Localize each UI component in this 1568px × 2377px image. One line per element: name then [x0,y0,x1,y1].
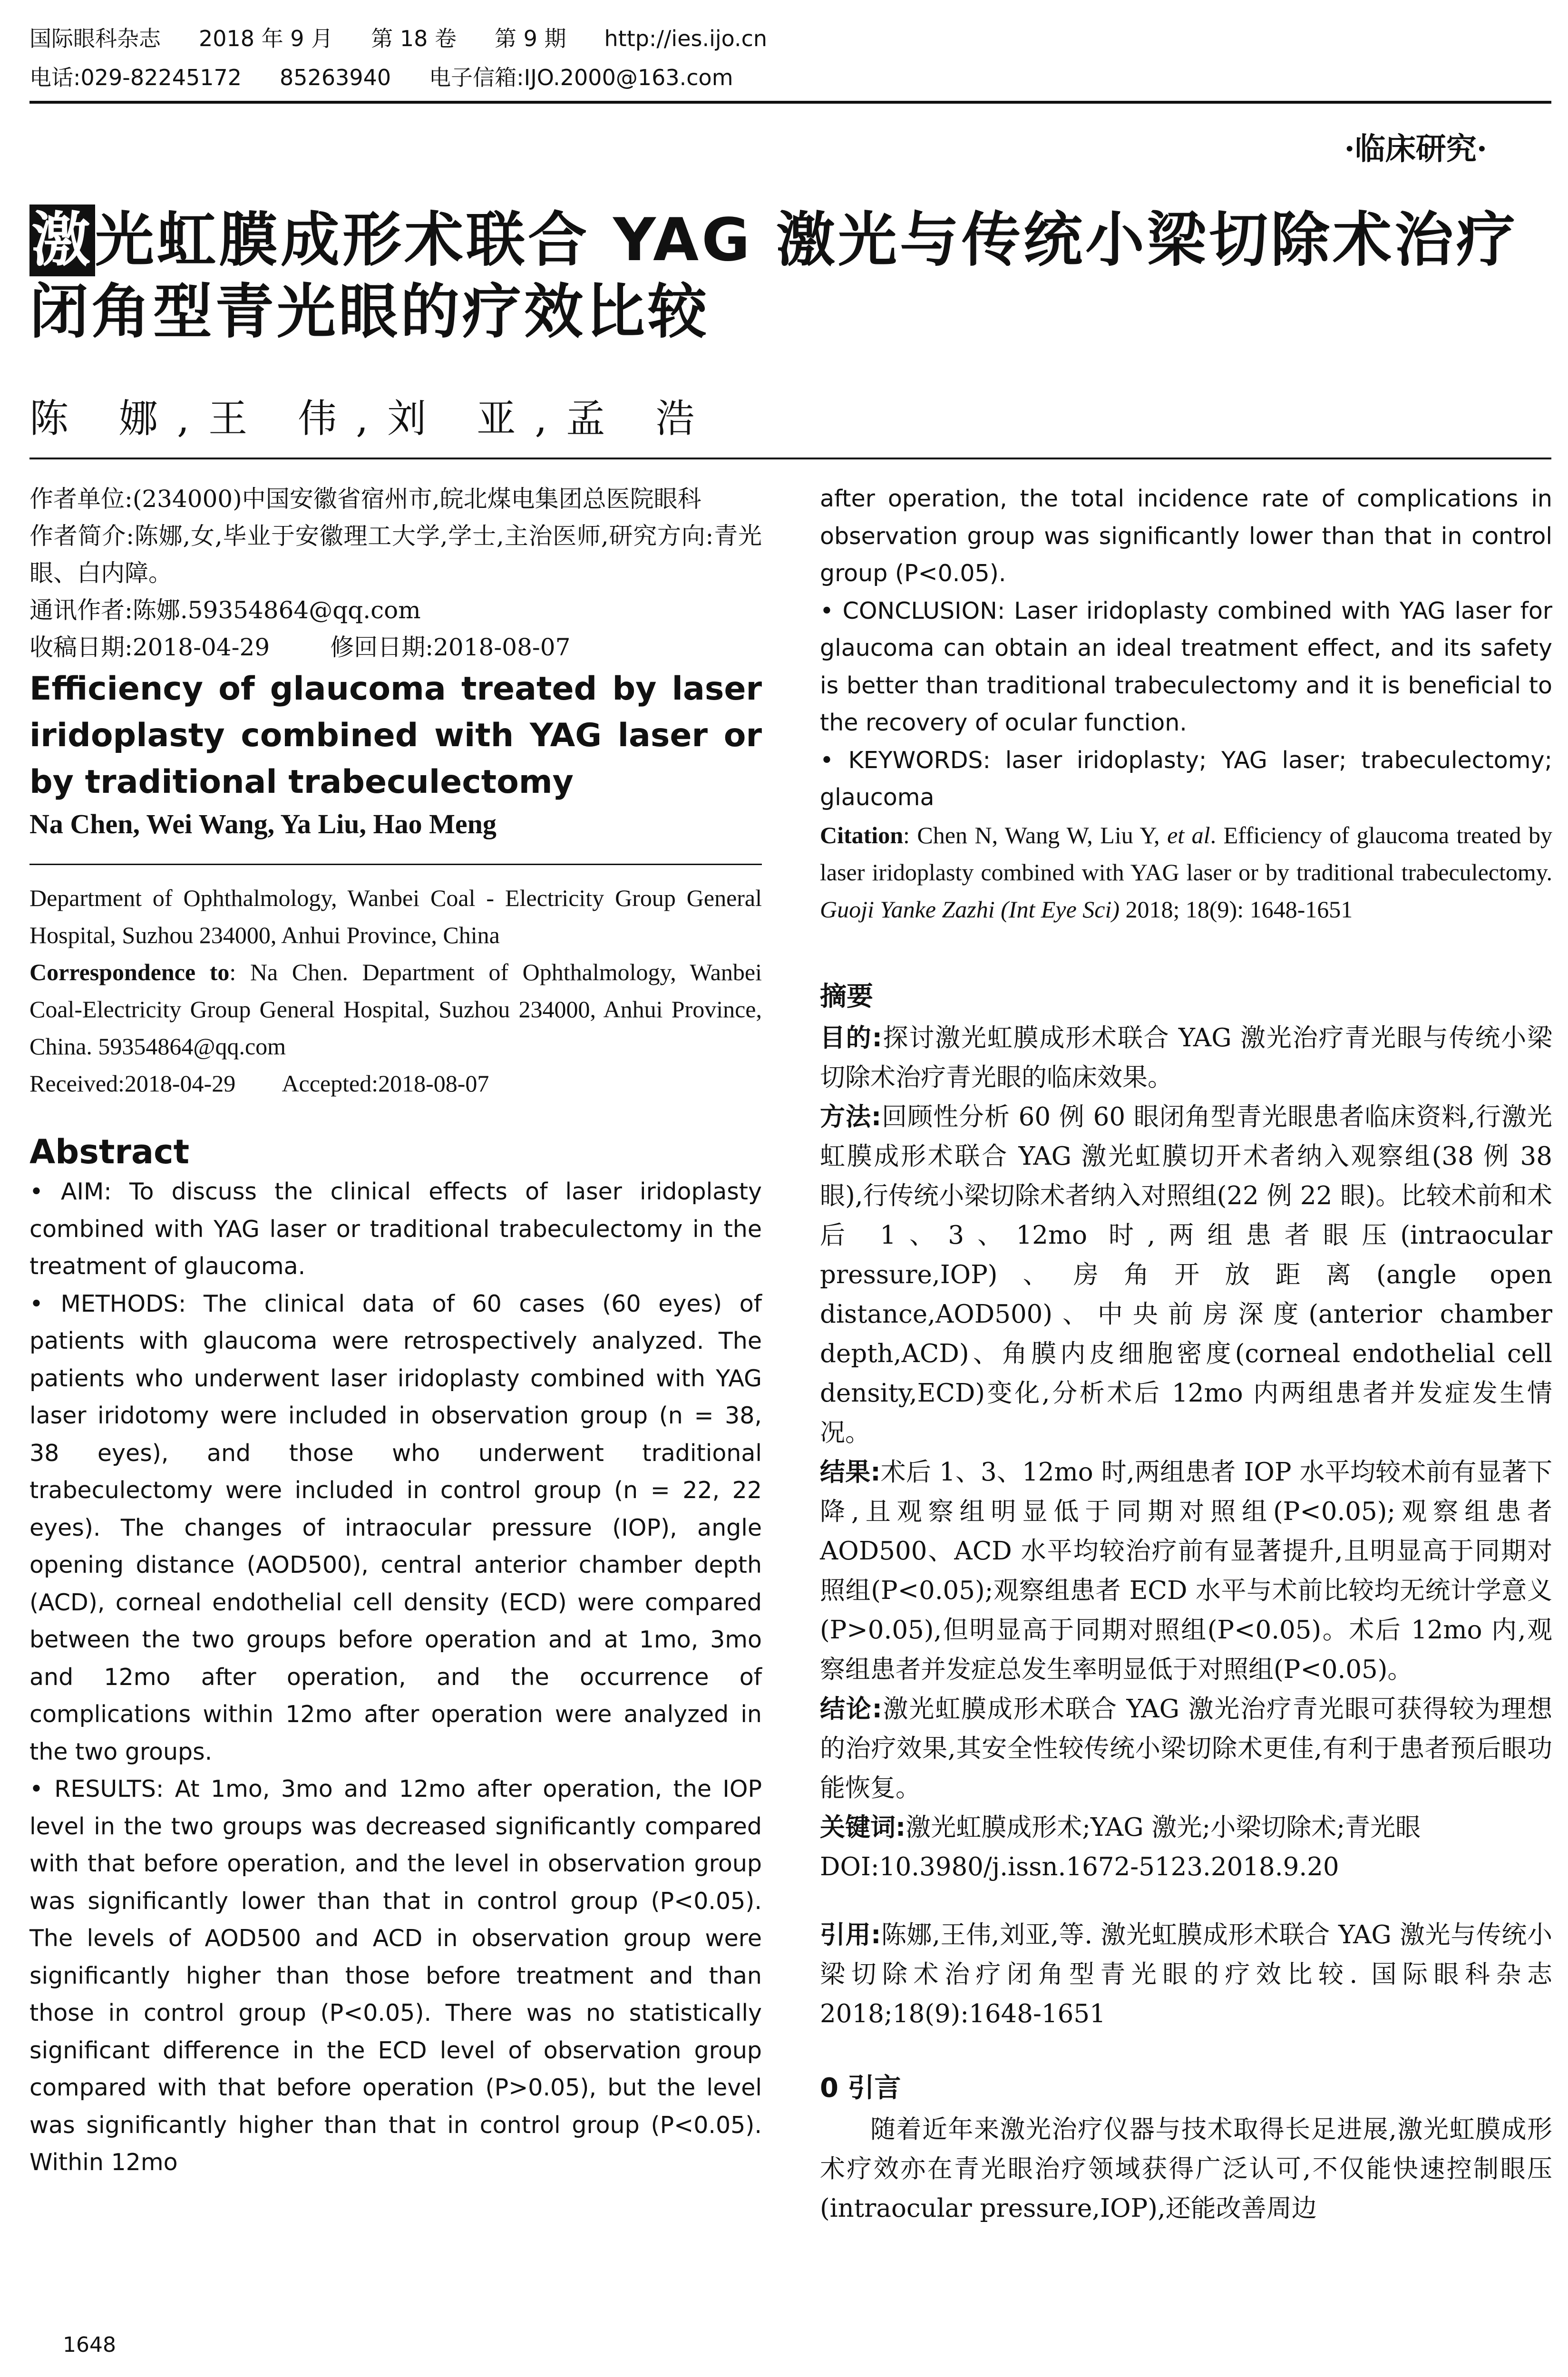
methods-text: : The clinical data of 60 cases (60 eyes) of patients with glaucoma were retrospectively analyzed. The patients who underwent laser iridoplasty combined with YAG laser iridotomy were included in observation group (n = 38, 38 eyes), and those who underwent traditional trabeculectomy were included in control group (n = 22, 22 eyes). The changes of intraocular pressure (IOP), angle opening distance (AOD500), central anterior chamber depth (ACD), corneal endothelial cell density (ECD) were compared between the two groups before operation and at 1mo, 3mo and 12mo after operation, and the occurrence of complications within 12mo after operation were analyzed in the two groups. [29,1290,762,1765]
cn-keywords-label: 关键词: [820,1812,906,1842]
keywords-label: • KEYWORDS [820,746,983,774]
english-dates: Received:2018-04-29 Accepted:2018-08-07 [29,1070,489,1097]
cn-methods-label: 方法: [820,1102,882,1131]
cn-cite-label: 引用: [820,1920,881,1949]
english-citation [820,817,1552,928]
section-tag: ·临床研究· [1344,131,1487,167]
keywords-text: : laser iridoplasty; YAG laser; trabeculectomy; glaucoma [820,746,1552,811]
results-text-left: : At 1mo, 3mo and 12mo after operation, the IOP level in the two groups was decreased significantly compared with that before operation, and the level in observation group was significantly lower than that in control group (P<0.05). The levels of AOD500 and ACD in observation group were significantly higher than those before treatment and than those in control group (P<0.05). There was no statistically significant difference in the ECD level of observation group compared with that before operation (P>0.05), but the level was significantly higher than that in control group (P<0.05). Within 12mo [29,1775,762,2176]
abstract-aim [29,1173,762,1286]
cn-conclusion-label: 结论: [820,1694,882,1724]
corresponding-author: 通讯作者:陈娜.59354864@qq.com [29,596,421,624]
results-text-right: after operation, the total incidence rate of complications in observation group was significantly lower than that in control group (P<0.05). [820,485,1552,587]
cn-results-text: 术后 1、3、12mo 时,两组患者 IOP 水平均较术前有显著下降,且观察组明显低于同期对照组(P<0.05);观察组患者 AOD500、ACD 水平均较治疗前有显著提升,且明显高于同期对照组(P<0.05);观察组患者 ECD 水平与术前比较均无统计学意义(P>0.05),但明显高于同期对照组(P<0.05)。术后 12mo 内,观察组患者并发症总发生率明显低于对照组(P<0.05)。 [820,1457,1552,1684]
correspondence-label: Correspondence to [29,959,230,985]
citation-label: Citation [820,821,903,848]
cn-methods-text: 回顾性分析 60 例 60 眼闭角型青光眼患者临床资料,行激光虹膜成形术联合 YAG 激光虹膜切开术者纳入观察组(38 例 38 眼),行传统小梁切除术者纳入对照组(22 例 22 眼)。比较术前和术后 1、3、12mo 时,两组患者眼压(intraocular pressure,IOP)、房角开放距离(angle open distance,AOD500)、中央前房深度(anterior chamber depth,ACD)、角膜内皮细胞密度(corneal endothelial cell density,ECD)变化,分析术后 12mo 内两组患者并发症发生情况。 [820,1102,1552,1447]
cn-conclusion [820,1689,1552,1808]
chinese-abstract-heading: 摘要 [820,981,873,1012]
results-label: • RESULTS [29,1775,156,1802]
volume: 第 18 卷 [371,26,457,51]
author-bio: 作者简介:陈娜,女,毕业于安徽理工大学,学士,主治医师,研究方向:青光眼、白内障。 [29,522,762,587]
right-column [820,480,1552,2228]
email[interactable]: 电子信箱:IJO.2000@163.com [429,65,733,90]
citation-part-c: 2018; 18(9): 1648-1651 [1120,896,1353,923]
cn-aim-label: 目的: [820,1023,882,1052]
chinese-abstract [820,975,1552,2228]
abstract-conclusion [820,593,1552,742]
cn-methods [820,1097,1552,1452]
abstract-results-start [29,1771,762,2182]
cn-citation [820,1915,1552,2034]
spacer [820,2034,1552,2053]
abstract-methods [29,1286,762,1771]
authors-chinese: 陈 娜,王 伟,刘 亚,孟 浩 [29,396,714,441]
intro-heading: 0 引言 [820,2072,901,2104]
cn-results-label: 结果: [820,1457,881,1487]
citation-part-a: : Chen N, Wang W, Liu Y, [903,821,1168,848]
cn-aim [820,1018,1552,1097]
phone: 电话:029-82245172 [29,65,242,90]
title-first-char: 激 [29,205,95,276]
english-authors: Na Chen, Wei Wang, Ya Liu, Hao Meng [29,809,497,839]
received-dates: 收稿日期:2018-04-29 修回日期:2018-08-07 [29,633,571,661]
correspondence-text: : Na Chen. Department of Ophthalmology, Wanbei Coal-Electricity Group General Hospital, Suzhou 234000, Anhui Province, China. 59354864@qq.com [29,959,762,1060]
header-rule [29,101,1551,104]
conclusion-label: • CONCLUSION [820,597,997,624]
left-column [29,480,762,2182]
issue-number: 第 9 期 [494,26,566,51]
title-rule [29,458,1551,459]
english-title: Efficiency of glaucoma treated by laser iridoplasty combined with YAG laser or by traditional trabeculectomy [29,670,762,801]
cn-conclusion-text: 激光虹膜成形术联合 YAG 激光治疗青光眼可获得较为理想的治疗效果,其安全性较传统小梁切除术更佳,有利于患者预后眼功能恢复。 [820,1694,1552,1802]
citation-etal: et al [1167,821,1210,848]
affiliation-unit: 作者单位:(234000)中国安徽省宿州市,皖北煤电集团总医院眼科 [29,485,701,513]
issue-date: 2018 年 9 月 [199,26,333,51]
doi[interactable]: DOI:10.3980/j.issn.1672-5123.2018.9.20 [820,1852,1339,1881]
title-rest: 光虹膜成形术联合 YAG 激光与传统小梁切除术治疗闭角型青光眼的疗效比较 [29,206,1519,347]
journal-header-line2 [29,67,771,88]
intro-text: 随着近年来激光治疗仪器与技术取得长足进展,激光虹膜成形术疗效亦在青光眼治疗领域获得广泛认可,不仅能快速控制眼压(intraocular pressure,IOP),还能改善周边 [820,2114,1552,2223]
english-abstract-continued [820,480,1552,817]
cn-results [820,1452,1552,1689]
methods-label: • METHODS [29,1290,178,1317]
english-abstract [29,1173,762,2182]
abstract-keywords [820,742,1552,817]
article-title [29,205,1551,349]
department: Department of Ophthalmology, Wanbei Coal - Electricity Group General Hospital, Suzhou 234000, Anhui Province, China [29,885,762,948]
aim-label: • AIM [29,1178,104,1205]
aim-text: : To discuss the clinical effects of laser iridoplasty combined with YAG laser or traditional trabeculectomy in the treatment of glaucoma. [29,1178,762,1280]
cn-keywords [820,1808,1552,1847]
journal-header-line1 [29,28,805,49]
cn-aim-text: 探讨激光虹膜成形术联合 YAG 激光治疗青光眼与传统小梁切除术治疗青光眼的临床效果。 [820,1023,1552,1092]
spacer [820,928,1552,961]
phone-alt: 85263940 [280,65,391,90]
citation-journal: Guoji Yanke Zazhi (Int Eye Sci) [820,896,1120,923]
cn-cite-text: 陈娜,王伟,刘亚,等. 激光虹膜成形术联合 YAG 激光与传统小梁切除术治疗闭角型青光眼的疗效比较. 国际眼科杂志 2018;18(9):1648-1651 [820,1920,1552,2028]
spacer [820,1887,1552,1915]
abstract-heading: Abstract [29,1132,190,1171]
journal-name: 国际眼科杂志 [29,26,161,51]
cn-keywords-text: 激光虹膜成形术;YAG 激光;小梁切除术;青光眼 [906,1812,1421,1842]
correspondence [29,954,762,1065]
website-link[interactable]: http://ies.ijo.cn [604,26,768,51]
conclusion-text: : Laser iridoplasty combined with YAG laser for glaucoma can obtain an ideal treatment effect, and its safety is better than traditional trabeculectomy and it is beneficial to the recovery of ocular function. [820,597,1552,736]
authors-rule [29,864,762,865]
citation-part-b: . Efficiency of glaucoma treated by laser iridoplasty combined with YAG laser or by traditional trabeculectomy. [820,821,1552,886]
page-number: 1648 [63,2333,116,2357]
